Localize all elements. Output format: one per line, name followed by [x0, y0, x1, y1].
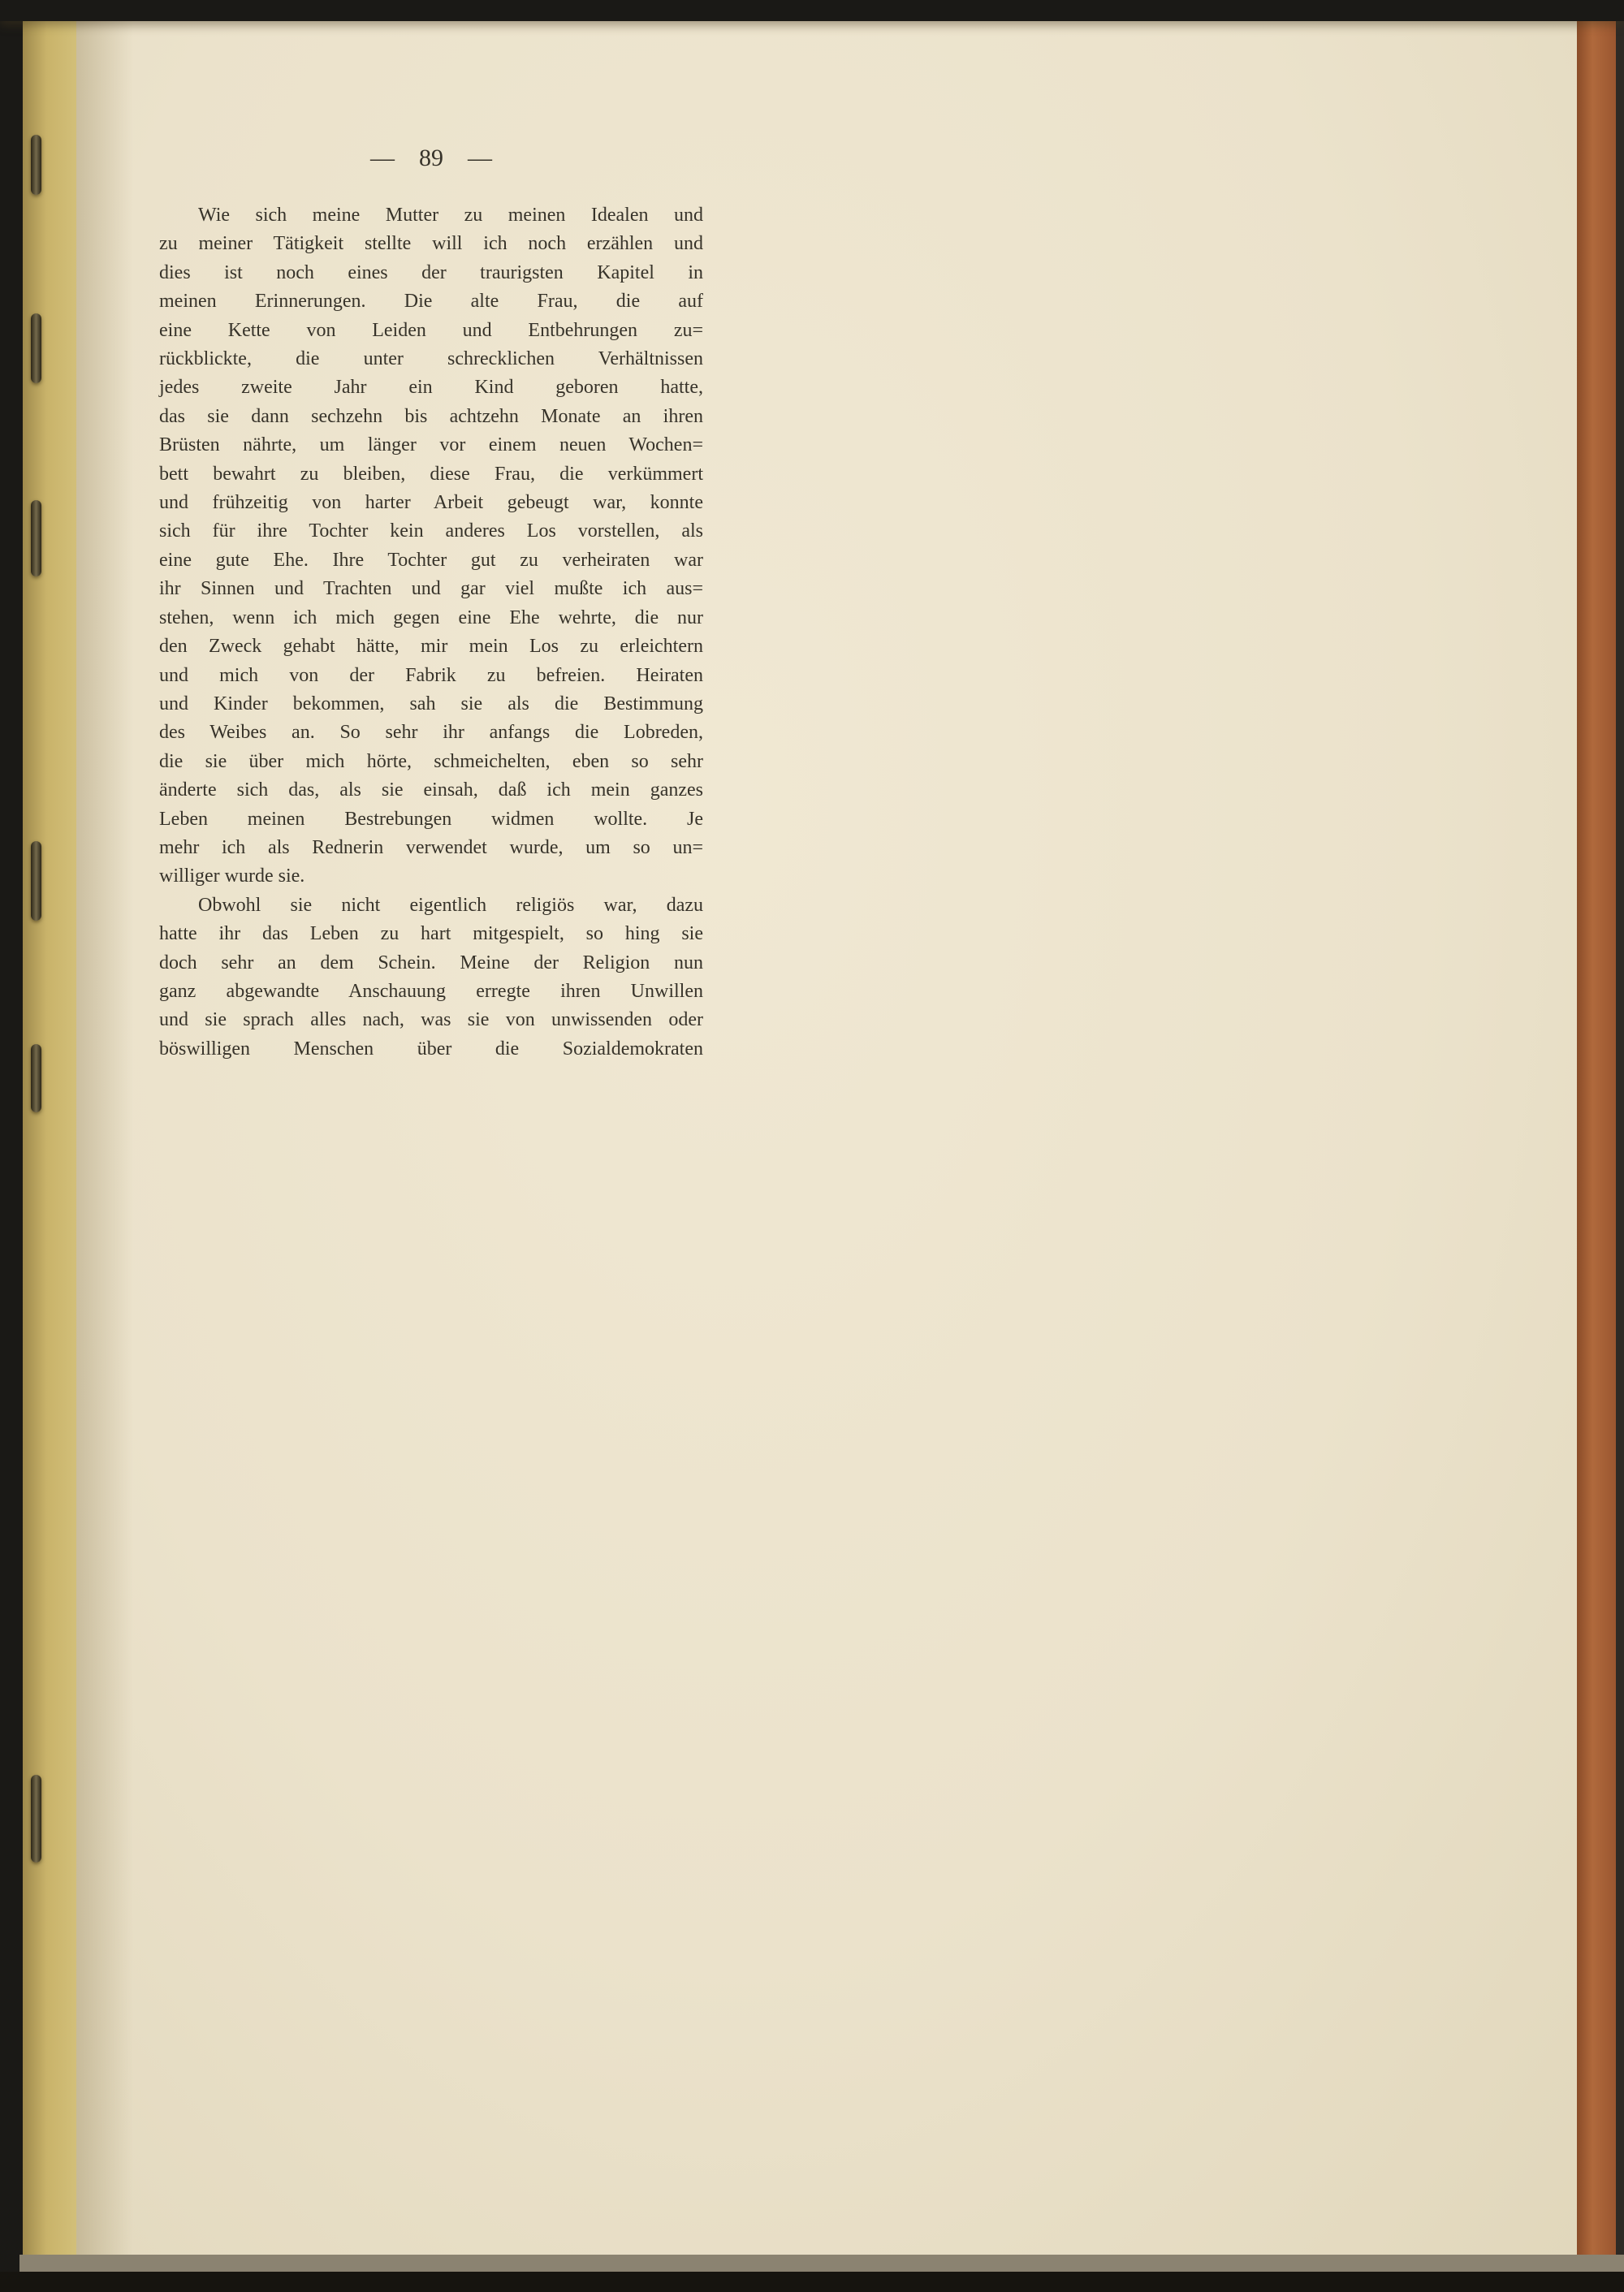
- fore-edge-strip: [1577, 3, 1616, 2286]
- scan-bottom-edge: [0, 2272, 1624, 2292]
- binding-edge-strip: [23, 0, 76, 2292]
- text-line: Wie sich meine Mutter zu meinen Idealen und: [198, 205, 703, 226]
- binding-stitch: [31, 1775, 41, 1863]
- page-number-dash-left: —: [370, 145, 395, 171]
- cover-bottom-edge: [19, 2255, 1624, 2272]
- text-line: das sie dann sechzehn bis achtzehn Monate an ihren: [159, 405, 703, 427]
- text-line: stehen, wenn ich mich gegen eine Ehe wehrte, die nur: [159, 606, 703, 628]
- cover-top-edge: [0, 0, 1624, 21]
- text-line: änderte sich das, als sie einsah, daß ich mein ganzes: [159, 779, 703, 801]
- page-number: [159, 145, 703, 172]
- page-number-value: 89: [419, 145, 443, 171]
- text-line: jedes zweite Jahr ein Kind geboren hatte,: [159, 377, 703, 399]
- text-line: und frühzeitig von harter Arbeit gebeugt war, konnte: [159, 492, 703, 514]
- text-line: hatte ihr das Leben zu hart mitgespielt, so hing sie: [159, 923, 703, 945]
- paragraph-1: [159, 201, 703, 891]
- text-line: böswilligen Menschen über die Sozialdemokraten: [159, 1038, 703, 1060]
- binding-stitch: [31, 841, 41, 921]
- text-line: des Weibes an. So sehr ihr anfangs die Lobreden,: [159, 722, 703, 744]
- scan-right-edge: [1616, 0, 1624, 2292]
- text-line: meinen Erinnerungen. Die alte Frau, die auf: [159, 291, 703, 313]
- text-line: Leben meinen Bestrebungen widmen wollte. Je: [159, 808, 703, 830]
- text-line: Obwohl sie nicht eigentlich religiös war, dazu: [198, 894, 703, 916]
- text-line: bett bewahrt zu bleiben, diese Frau, die verkümmert: [159, 463, 703, 485]
- binding-stitch: [31, 313, 41, 383]
- text-line: und sie sprach alles nach, was sie von unwissenden oder: [159, 1009, 703, 1031]
- gutter-shadow: [76, 0, 133, 2292]
- text-line: eine gute Ehe. Ihre Tochter gut zu verheiraten war: [159, 549, 703, 571]
- text-line: den Zweck gehabt hätte, mir mein Los zu erleichtern: [159, 636, 703, 658]
- binding-stitch: [31, 1044, 41, 1112]
- body-text: [159, 201, 703, 1064]
- text-line: ganz abgewandte Anschauung erregte ihren Unwillen: [159, 980, 703, 1002]
- text-line: dies ist noch eines der traurigsten Kapitel in: [159, 261, 703, 283]
- text-line: zu meiner Tätigkeit stellte will ich noch erzählen und: [159, 233, 703, 255]
- text-line: sich für ihre Tochter kein anderes Los vorstellen, als: [159, 520, 703, 542]
- text-line: rückblickte, die unter schrecklichen Verhältnissen: [159, 348, 703, 370]
- text-line: williger wurde sie.: [159, 865, 305, 887]
- text-line: eine Kette von Leiden und Entbehrungen zu=: [159, 319, 703, 341]
- text-line: mehr ich als Rednerin verwendet wurde, um so un=: [159, 836, 703, 858]
- text-line: Brüsten nährte, um länger vor einem neuen Wochen=: [159, 434, 703, 456]
- text-line: und Kinder bekommen, sah sie als die Bestimmung: [159, 693, 703, 714]
- paragraph-2: [159, 891, 703, 1064]
- text-line: und mich von der Fabrik zu befreien. Heiraten: [159, 664, 703, 686]
- text-line: ihr Sinnen und Trachten und gar viel mußte ich aus=: [159, 578, 703, 600]
- binding-stitch: [31, 135, 41, 195]
- cover-left-edge: [0, 0, 23, 2292]
- text-line: doch sehr an dem Schein. Meine der Religion nun: [159, 952, 703, 973]
- page-number-dash-right: —: [468, 145, 492, 171]
- binding-stitch: [31, 500, 41, 576]
- text-line: die sie über mich hörte, schmeichelten, eben so sehr: [159, 750, 703, 772]
